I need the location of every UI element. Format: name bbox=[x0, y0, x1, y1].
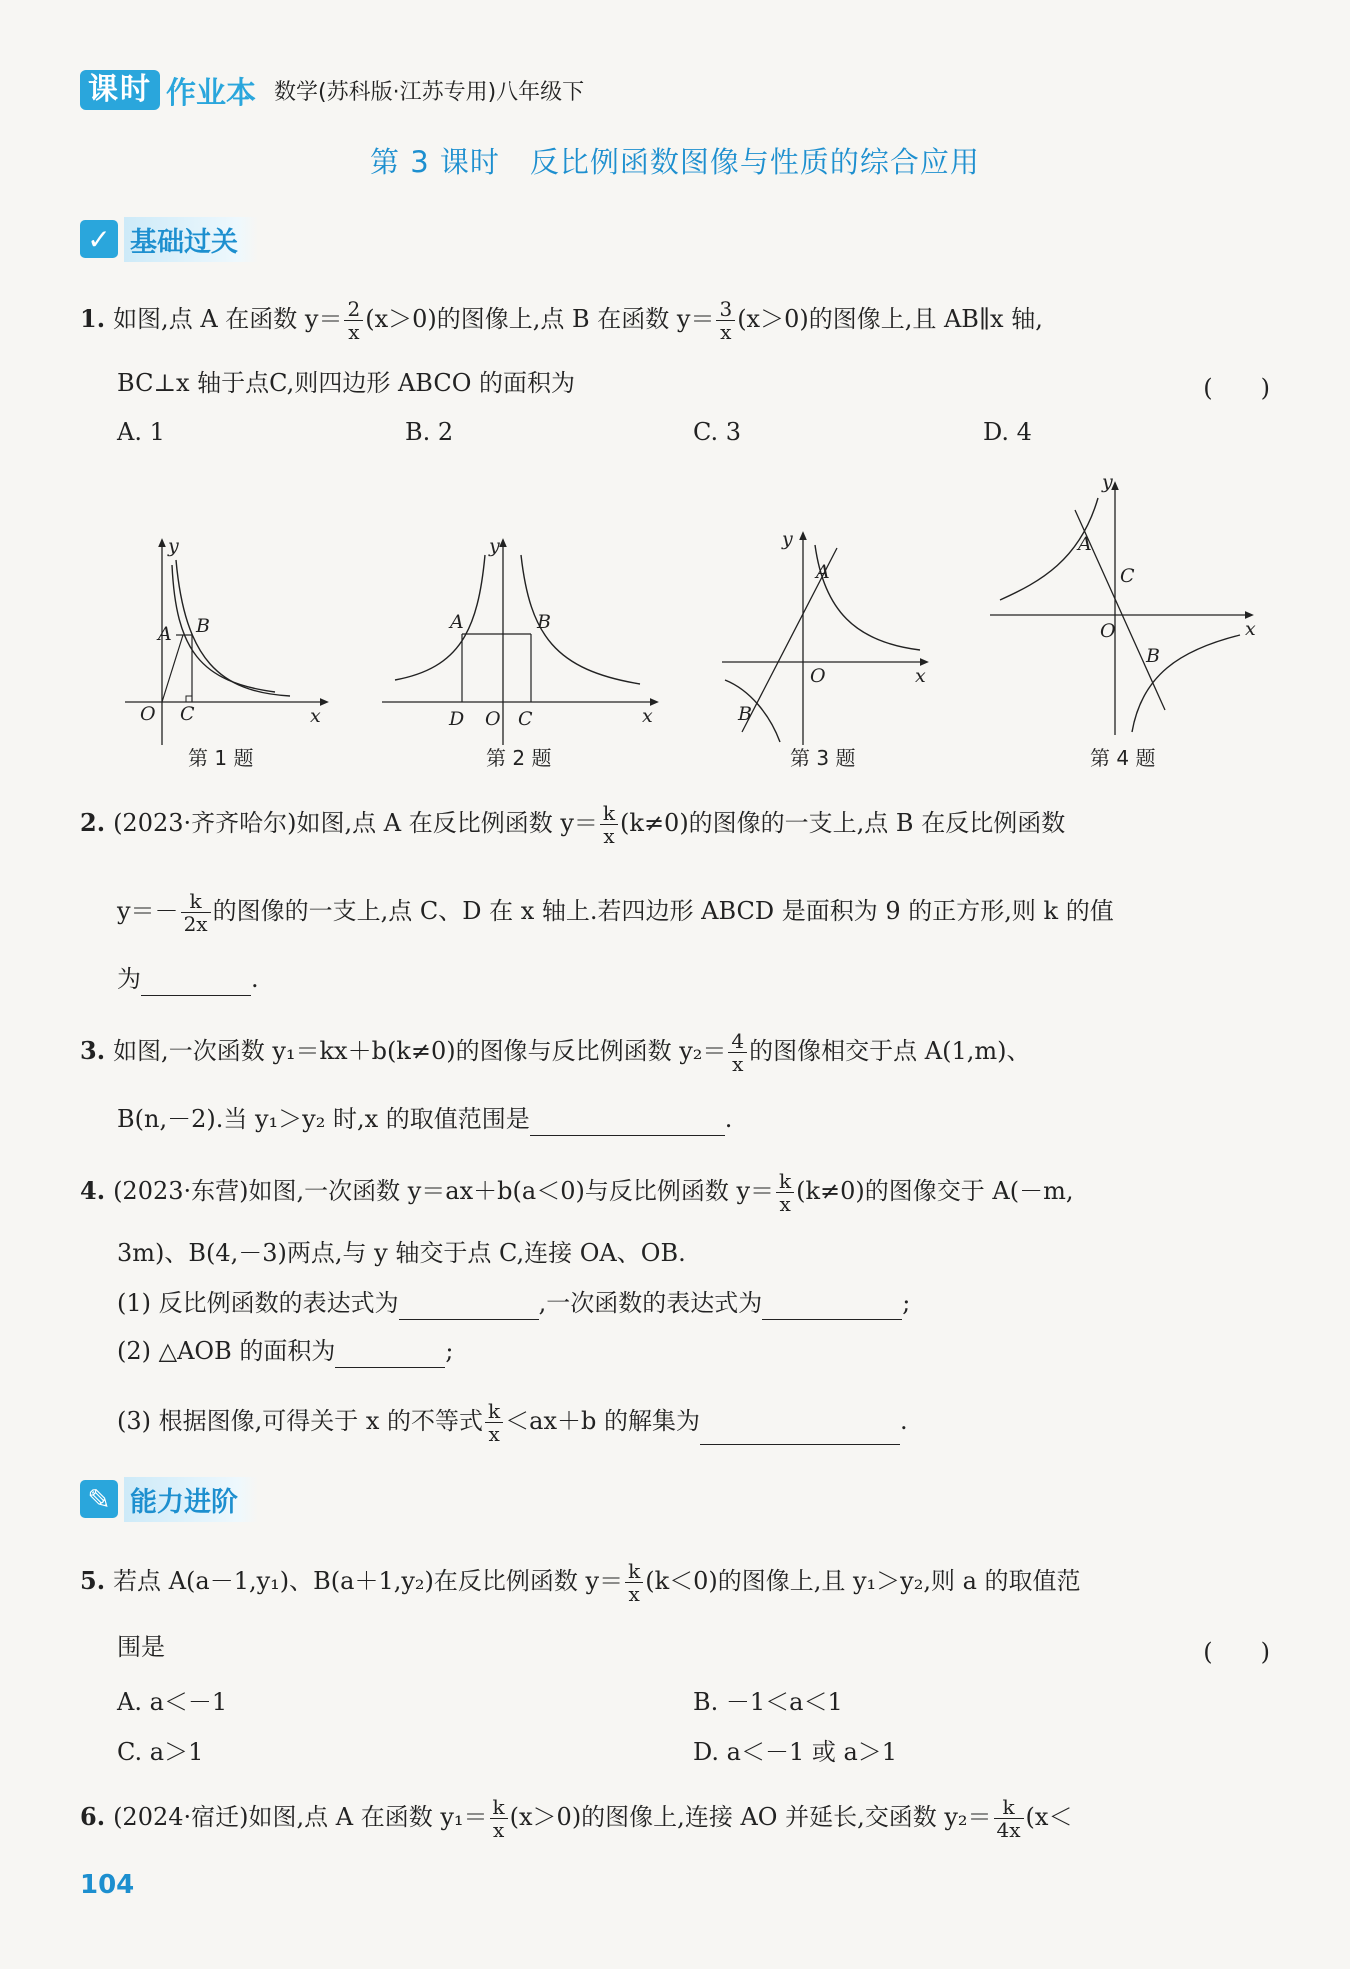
svg-text:y: y bbox=[1102, 471, 1113, 493]
svg-text:y: y bbox=[782, 528, 793, 550]
q6-fraction-2 bbox=[994, 1796, 1024, 1841]
svg-text:x: x bbox=[915, 665, 926, 687]
q6-fraction-1 bbox=[490, 1796, 508, 1841]
svg-text:x: x bbox=[310, 705, 321, 727]
frac-den: x bbox=[488, 1422, 500, 1446]
frac-den: x bbox=[348, 320, 360, 344]
q4-text: ＜ax＋b 的解集为 bbox=[505, 1407, 701, 1435]
q5-option-a: A. a＜－1 bbox=[117, 1688, 228, 1716]
q4-line1 bbox=[80, 1170, 1074, 1215]
q3-line1 bbox=[80, 1030, 1030, 1075]
q2-text: 为 bbox=[117, 965, 141, 993]
figure-3 bbox=[722, 528, 926, 745]
figure-4 bbox=[990, 471, 1256, 735]
section-basic-label: 基础过关 bbox=[124, 217, 258, 262]
q1-fraction-2 bbox=[716, 298, 735, 343]
q2-line1 bbox=[80, 802, 1065, 847]
frac-den: x bbox=[492, 1818, 505, 1842]
q4-text: ; bbox=[902, 1289, 911, 1317]
q6-line1 bbox=[80, 1796, 1072, 1841]
svg-text:D: D bbox=[449, 708, 465, 730]
frac-num: k bbox=[994, 1796, 1024, 1819]
q1-option-b: B. 2 bbox=[405, 418, 454, 446]
book-subtitle: 数学(苏科版·江苏专用)八年级下 bbox=[274, 79, 585, 105]
svg-text:B: B bbox=[1146, 645, 1160, 667]
q1-option-d: D. 4 bbox=[983, 418, 1032, 446]
q4-sub3-fraction bbox=[485, 1400, 503, 1445]
frac-num: 4 bbox=[728, 1030, 747, 1053]
q3-number: 3. bbox=[80, 1036, 106, 1065]
q4-blank-3[interactable] bbox=[335, 1341, 445, 1368]
q4-text: . bbox=[900, 1407, 908, 1435]
brand-badge: 课时 bbox=[80, 70, 160, 110]
q6-text: (x＜ bbox=[1025, 1803, 1073, 1831]
pencil-icon: ✎ bbox=[80, 1480, 118, 1518]
q1-number: 1. bbox=[80, 304, 106, 333]
q1-text: (x＞0)的图像上,点 B 在函数 y＝ bbox=[365, 305, 715, 333]
q2-text: 的图像的一支上,点 C、D 在 x 轴上.若四边形 ABCD 是面积为 9 的正方形,则 k 的值 bbox=[212, 897, 1114, 925]
q1-fraction-1 bbox=[344, 298, 363, 343]
q4-sub1 bbox=[117, 1286, 910, 1320]
q3-text: . bbox=[724, 1105, 733, 1133]
frac-num: k bbox=[776, 1170, 794, 1193]
q4-text: (1) 反比例函数的表达式为 bbox=[117, 1289, 399, 1317]
frac-den: 4x bbox=[996, 1818, 1021, 1842]
page-number: 104 bbox=[80, 1870, 135, 1900]
q6-number: 6. bbox=[80, 1802, 106, 1831]
q4-number: 4. bbox=[80, 1176, 106, 1205]
svg-text:A: A bbox=[816, 561, 830, 583]
frac-den: x bbox=[732, 1052, 744, 1076]
q2-fraction-1 bbox=[600, 802, 618, 847]
section-advanced bbox=[80, 1478, 258, 1520]
q6-text: (2024·宿迁)如图,点 A 在函数 y₁＝ bbox=[113, 1803, 488, 1831]
q4-text: ,一次函数的表达式为 bbox=[538, 1289, 763, 1317]
svg-text:O: O bbox=[485, 708, 501, 730]
q1-line1 bbox=[80, 298, 1043, 343]
frac-num: k bbox=[490, 1796, 508, 1819]
svg-text:O: O bbox=[810, 665, 826, 687]
frac-den: x bbox=[720, 320, 732, 344]
q4-fraction bbox=[776, 1170, 794, 1215]
q1-text: (x＞0)的图像上,且 AB∥x 轴, bbox=[737, 305, 1043, 333]
q3-text: 的图像相交于点 A(1,m)、 bbox=[749, 1037, 1031, 1065]
frac-num: 2 bbox=[344, 298, 363, 321]
svg-text:A: A bbox=[158, 623, 172, 645]
svg-text:B: B bbox=[196, 615, 210, 637]
q2-number: 2. bbox=[80, 808, 106, 837]
q5-option-c: C. a＞1 bbox=[117, 1738, 204, 1766]
section-advanced-label: 能力进阶 bbox=[124, 1477, 258, 1522]
svg-text:C: C bbox=[1120, 565, 1135, 587]
q1-option-a: A. 1 bbox=[117, 418, 165, 446]
q2-text: (2023·齐齐哈尔)如图,点 A 在反比例函数 y＝ bbox=[113, 809, 598, 837]
svg-text:y: y bbox=[168, 535, 179, 557]
brand-word: 作业本 bbox=[166, 76, 256, 111]
lesson-title: 第 3 课时 反比例函数图像与性质的综合应用 bbox=[370, 145, 980, 179]
q1-line2: BC⊥x 轴于点C,则四边形 ABCO 的面积为 bbox=[117, 369, 576, 397]
q4-blank-1[interactable] bbox=[399, 1293, 539, 1320]
q4-text: (3) 根据图像,可得关于 x 的不等式 bbox=[117, 1407, 484, 1435]
q2-fraction-2 bbox=[181, 890, 211, 935]
q5-line2: 围是 bbox=[117, 1633, 165, 1661]
svg-text:x: x bbox=[1245, 618, 1256, 640]
checkbox-icon: ✓ bbox=[80, 220, 118, 258]
figure-1 bbox=[125, 535, 325, 745]
q5-number: 5. bbox=[80, 1566, 106, 1595]
q6-text: (x＞0)的图像上,连接 AO 并延长,交函数 y₂＝ bbox=[509, 1803, 992, 1831]
svg-text:A: A bbox=[1078, 533, 1092, 555]
svg-text:C: C bbox=[180, 703, 195, 725]
q1-text: 如图,点 A 在函数 y＝ bbox=[113, 305, 343, 333]
q5-text: 若点 A(a－1,y₁)、B(a＋1,y₂)在反比例函数 y＝ bbox=[113, 1567, 624, 1595]
figures-row bbox=[110, 470, 1280, 760]
frac-den: x bbox=[603, 824, 615, 848]
q4-blank-2[interactable] bbox=[762, 1293, 902, 1320]
frac-num: k bbox=[600, 802, 618, 825]
svg-text:A: A bbox=[450, 611, 464, 633]
q5-option-d: D. a＜－1 或 a＞1 bbox=[693, 1738, 898, 1766]
section-basic bbox=[80, 218, 258, 260]
figure-1-caption: 第 1 题 bbox=[188, 746, 254, 770]
figure-4-caption: 第 4 题 bbox=[1090, 746, 1156, 770]
q2-line3 bbox=[117, 962, 259, 996]
svg-text:O: O bbox=[140, 703, 156, 725]
q2-text: . bbox=[251, 965, 259, 993]
q5-fraction bbox=[625, 1560, 643, 1605]
svg-text:O: O bbox=[1100, 620, 1116, 642]
q5-line1 bbox=[80, 1560, 1081, 1605]
q4-text: (2023·东营)如图,一次函数 y＝ax＋b(a＜0)与反比例函数 y＝ bbox=[113, 1177, 775, 1205]
q3-text: B(n,－2).当 y₁＞y₂ 时,x 的取值范围是 bbox=[117, 1105, 530, 1133]
q3-answer-blank[interactable] bbox=[530, 1109, 725, 1136]
q2-text: (k≠0)的图像的一支上,点 B 在反比例函数 bbox=[620, 809, 1066, 837]
q2-line2 bbox=[117, 890, 1114, 935]
frac-num: k bbox=[625, 1560, 643, 1583]
svg-text:B: B bbox=[738, 703, 752, 725]
q1-option-c: C. 3 bbox=[693, 418, 742, 446]
svg-text:B: B bbox=[537, 611, 551, 633]
figure-2 bbox=[382, 535, 655, 745]
q5-option-b: B. －1＜a＜1 bbox=[693, 1688, 843, 1716]
q4-sub2 bbox=[117, 1334, 453, 1368]
frac-den: x bbox=[779, 1192, 791, 1216]
frac-num: k bbox=[181, 890, 211, 913]
figure-3-caption: 第 3 题 bbox=[790, 746, 856, 770]
q4-line2: 3m)、B(4,－3)两点,与 y 轴交于点 C,连接 OA、OB. bbox=[117, 1239, 686, 1267]
q4-text: (k≠0)的图像交于 A(－m, bbox=[796, 1177, 1074, 1205]
q5-answer-paren: ( ) bbox=[1203, 1638, 1270, 1666]
q1-answer-paren: ( ) bbox=[1203, 374, 1270, 402]
frac-den: x bbox=[628, 1582, 640, 1606]
header-brand bbox=[80, 70, 584, 110]
frac-num: k bbox=[485, 1400, 503, 1423]
figure-2-caption: 第 2 题 bbox=[486, 746, 552, 770]
q4-sub3 bbox=[117, 1400, 908, 1445]
q5-text: (k＜0)的图像上,且 y₁＞y₂,则 a 的取值范 bbox=[645, 1567, 1081, 1595]
svg-text:C: C bbox=[518, 708, 533, 730]
q3-fraction bbox=[728, 1030, 747, 1075]
q2-answer-blank[interactable] bbox=[141, 969, 251, 996]
q3-line2 bbox=[117, 1102, 732, 1136]
q2-text: y＝－ bbox=[117, 897, 179, 925]
svg-text:x: x bbox=[642, 705, 653, 727]
svg-text:y: y bbox=[489, 535, 500, 557]
q4-text: (2) △AOB 的面积为 bbox=[117, 1337, 336, 1365]
q4-blank-4[interactable] bbox=[700, 1418, 900, 1445]
q3-text: 如图,一次函数 y₁＝kx＋b(k≠0)的图像与反比例函数 y₂＝ bbox=[113, 1037, 727, 1065]
frac-den: 2x bbox=[183, 912, 208, 936]
frac-num: 3 bbox=[716, 298, 735, 321]
q4-text: ; bbox=[445, 1337, 454, 1365]
